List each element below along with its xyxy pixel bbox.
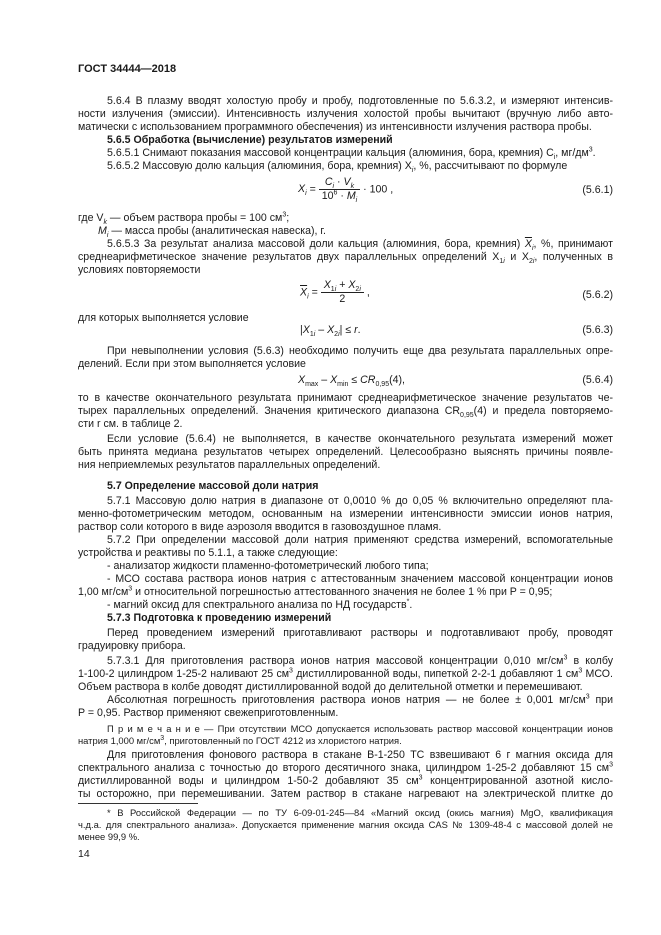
formula-562: $\overline{X}_i$ = $\frac{X_{1i} + X_{2i}}{2}$ ,: [300, 279, 370, 305]
where-volume: где $V_k$ — объем раствора пробы = 100 $см^3$;: [78, 211, 290, 227]
footnote-line2: ч.д.а. для спектрального анализа». Допускается применение магния оксида CAS № 1309-48-4 с массовой долей не: [78, 819, 613, 830]
para-bg-line2: спектрального анализа с точностью до второго десятичного знака, цилиндром 1-25-2 добавляют 15 $см^3$: [78, 761, 613, 774]
note-line1: П р и м е ч а н и е — При отсутствии МСО допускается использовать раствор массовой концентрации ионов: [107, 723, 613, 734]
para-573-line1: Перед проведением измерений приготавливают растворы и подготавливают пробу, проводят: [107, 627, 613, 639]
equation-number-562: (5.6.2): [582, 289, 613, 301]
list-item-magnesium: - магний оксид для спектрального анализа по НД государств*.: [107, 598, 413, 611]
para-5651: 5.6.5.1 Снимают показания массовой концентрации кальция (алюминия, бора, кремния) $C_i$, $мг/дм^3$.: [107, 146, 596, 162]
list-item-analyzer: - анализатор жидкости пламенно-фотометрический любого типа;: [107, 560, 429, 572]
equation-number-561: (5.6.1): [582, 184, 613, 196]
para-abs-line2: P = 0,95. Раствор применяют свежеприготовленным.: [78, 707, 339, 719]
para-fail-line1: При невыполнении условия (5.6.3) необходимо получить еще два результата параллельных опре-: [107, 345, 613, 357]
condition-text: для которых выполняется условие: [78, 312, 249, 324]
footnote-divider: [78, 803, 198, 804]
para-5731-line3: Объем раствора в колбе доводят дистиллированной водой до делительной отметки и перемешивают.: [78, 681, 583, 693]
where-mass: $M_i$ — масса пробы (аналитическая навеска), г.: [98, 225, 326, 240]
para-bg-line4: ты осторожно, при перемешивании. Затем раствор в стакане нагревают на электрической плитке до: [78, 788, 613, 800]
equation-number-564: (5.6.4): [582, 374, 613, 386]
para-else-line3: ния неприемлемых результатов параллельных определений.: [78, 459, 381, 471]
para-final-line1: то в качестве окончательного результата принимают среднеарифметическое значение результатов че-: [78, 392, 613, 404]
para-else-line1: Если условие (5.6.4) не выполняется, в качестве окончательного результата измерений может: [107, 433, 613, 445]
footnote-line3: менее 99,9 %.: [78, 831, 140, 842]
para-571-line2: менно-фотометрическим методом, основанным на измерении интенсивности эмиссии ионов натрия,: [78, 508, 613, 520]
formula-561: $X_i$ = $\frac{C_i \cdot V_k}{10^6 \cdot M_i}$ · 100 ,: [298, 176, 394, 205]
para-573-line2: градуировку прибора.: [78, 640, 186, 652]
para-5653-line2: среднеарифметическое значение результатов двух параллельных определений $X_{1i}$ и $X_{2i}$, полученных в: [78, 251, 613, 266]
para-571-line1: 5.7.1 Массовую долю натрия в диапазоне от 0,0010 % до 0,05 % включительно определяют пла-: [107, 495, 613, 507]
footnote-line1: * В Российской Федерации — по ТУ 6-09-01-245—84 «Магний оксид (окись магния) MgO, квалификация: [107, 807, 613, 818]
document-header: ГОСТ 34444—2018: [78, 63, 177, 75]
list-item-mso-line2: 1,00 $мг/см^3$ и относительной погрешностью аттестованного значения не более 1 % при P = 0,95;: [78, 585, 553, 598]
para-5653-line1: 5.6.5.3 За результат анализа массовой доли кальция (алюминия, бора, кремния) $\overline{X}_i$, %, принимают: [107, 238, 613, 253]
heading-573: 5.7.3 Подготовка к проведению измерений: [107, 612, 332, 624]
para-final-line3: сти r см. в таблице 2.: [78, 418, 183, 430]
para-5652: 5.6.5.2 Массовую долю кальция (алюминия, бора, кремния) $X_i$, %, рассчитывают по формуле: [107, 160, 568, 175]
formula-563: $|X_{1i} - X_{2i}| \le r$.: [300, 324, 361, 339]
page-number: 14: [78, 848, 90, 860]
para-564-line2: ности излучения (эмиссии). Интенсивность излучения холостой пробы вычитают (вручную либо авто-: [78, 108, 613, 120]
para-bg-line1: Для приготовления фонового раствора в стакане В-1-250 ТС взвешивают 6 г магния оксида для: [107, 749, 613, 761]
para-abs-line1: Абсолютная погрешность приготовления раствора ионов натрия — не более ± 0,001 $мг/см^3$ при: [107, 693, 613, 706]
para-564-line3: матически с использованием программного обеспечения) из интенсивности излучения раствора пробы.: [78, 121, 592, 133]
para-564-line1: 5.6.4 В плазму вводят холостую пробу и пробу, подготовленные по 5.6.3.2, и измеряют интенсив-: [107, 95, 613, 107]
para-bg-line3: дистиллированной воды и цилиндром 1-50-2 добавляют 35 $см^3$ концентрированной азотной кисло-: [78, 774, 614, 787]
note-line2: натрия 1,000 $мг/см^3$, приготовленный по ГОСТ 4212 из хлористого натрия.: [78, 734, 402, 746]
formula-561-fraction: $\frac{C_i \cdot V_k}{10^6 \cdot M_i}$: [319, 176, 361, 203]
para-fail-line2: делений. Если при этом выполняется условие: [78, 358, 306, 370]
para-5731-line2: 1-100-2 цилиндром 1-25-2 наливают 25 $см^3$ дистиллированной воды, пипеткой 2-2-1 добавляют 1 $см^3$ МСО.: [78, 667, 613, 680]
list-item-mso-line1: - МСО состава раствора ионов натрия с аттестованным значением массовой концентрации ионов: [107, 573, 613, 585]
heading-57: 5.7 Определение массовой доли натрия: [107, 480, 319, 492]
equation-number-563: (5.6.3): [582, 324, 613, 336]
heading-565: 5.6.5 Обработка (вычисление) результатов измерений: [107, 134, 393, 146]
para-571-line3: раствор соли которого в виде аэрозоля вводится в газовоздушное пламя.: [78, 521, 442, 533]
para-else-line2: быть принята медиана результатов четырех определений. Целесообразно выяснять причины появле-: [78, 446, 613, 458]
para-final-line2: тырех параллельных определений. Значения критического диапазона $CR_{0,95}(4)$ и предела повторяемо-: [78, 405, 613, 420]
para-5731-line1: 5.7.3.1 Для приготовления раствора ионов натрия массовой концентрации 0,010 $мг/см^3$ в колбу: [107, 654, 613, 667]
formula-564: $X_{max} - X_{min} \le CR_{0,95}(4)$,: [298, 374, 405, 389]
para-5653-line3: условиях повторяемости: [78, 264, 201, 276]
para-572-line1: 5.7.2 При определении массовой доли натрия применяют средства измерений, вспомогательные: [107, 534, 613, 546]
formula-562-fraction: $\frac{X_{1i} + X_{2i}}{2}$: [321, 279, 364, 306]
para-572-line2: устройства и реактивы по 5.1.1, а также следующие:: [78, 547, 338, 559]
